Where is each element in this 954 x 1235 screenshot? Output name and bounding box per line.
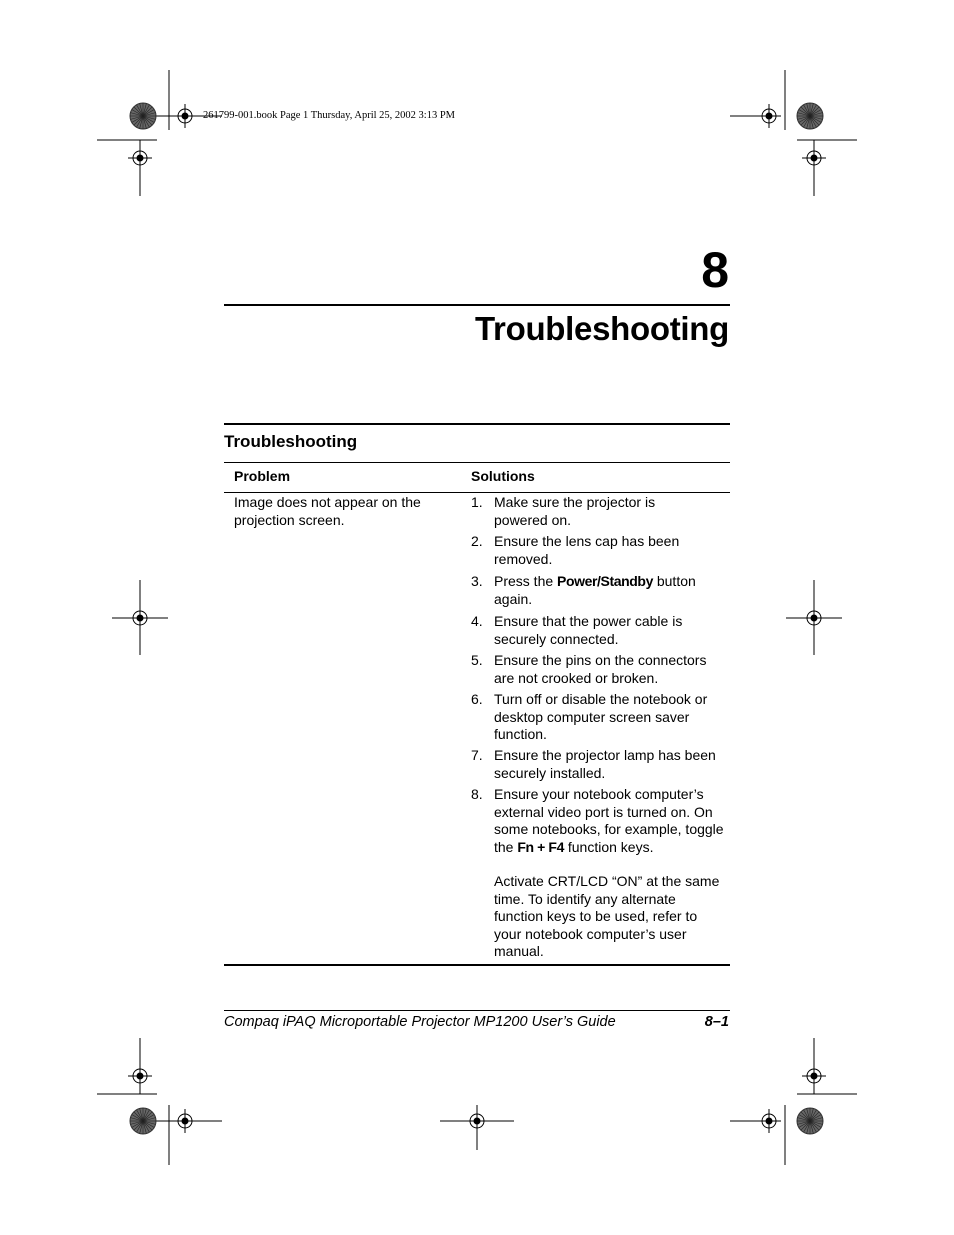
solution-text: Press the Power/Standby button again. — [494, 573, 696, 607]
solution-note-text: Activate CRT/LCD “ON” at the same time. To identify any alternate function keys to be used, refer to your notebook computer’s user manual. — [494, 873, 720, 959]
book-header: 261799-001.book Page 1 Thursday, April 25, 2002 3:13 PM — [203, 110, 455, 121]
solutions-column-header: Solutions — [471, 468, 535, 484]
solution-text: Ensure your notebook computer’s external video port is turned on. On some notebooks, for example, toggle the Fn + F4 function keys. — [494, 786, 724, 855]
solution-text: Make sure the projector is powered on. — [494, 494, 656, 528]
chapter-rule — [224, 304, 730, 306]
footer-rule — [224, 1010, 730, 1011]
header-top-rule — [224, 462, 730, 463]
solution-number: 5. — [471, 652, 483, 668]
solution-text: Ensure the lens cap has been removed. — [494, 533, 680, 567]
table-bottom-rule — [224, 964, 730, 966]
footer-book-title: Compaq iPAQ Microportable Projector MP1200 User’s Guide — [224, 1014, 616, 1030]
solution-text: Ensure the projector lamp has been securely installed. — [494, 747, 716, 781]
solution-number: 7. — [471, 747, 483, 763]
solution-number: 2. — [471, 533, 483, 549]
solution-number: 4. — [471, 613, 483, 629]
solution-number: 3. — [471, 573, 483, 589]
solution-text: Turn off or disable the notebook or desktop computer screen saver function. — [494, 691, 708, 742]
solution-number: 1. — [471, 494, 483, 510]
chapter-title: Troubleshooting — [475, 310, 729, 347]
problem-cell: Image does not appear on the projection screen. — [234, 494, 421, 528]
footer-page-number: 8–1 — [704, 1014, 729, 1030]
chapter-number: 8 — [701, 242, 729, 298]
table-title: Troubleshooting — [224, 432, 358, 451]
solution-number: 8. — [471, 786, 483, 802]
table-top-rule — [224, 423, 730, 425]
solution-text: Ensure that the power cable is securely connected. — [494, 613, 683, 647]
problem-column-header: Problem — [234, 468, 291, 484]
power-standby-key-label: Power/Standby — [557, 573, 653, 589]
fn-f4-key-label: Fn + F4 — [517, 838, 564, 855]
solution-text: Ensure the pins on the connectors are not crooked or broken. — [494, 652, 707, 686]
header-bottom-rule — [224, 492, 730, 493]
solution-number: 6. — [471, 691, 483, 707]
